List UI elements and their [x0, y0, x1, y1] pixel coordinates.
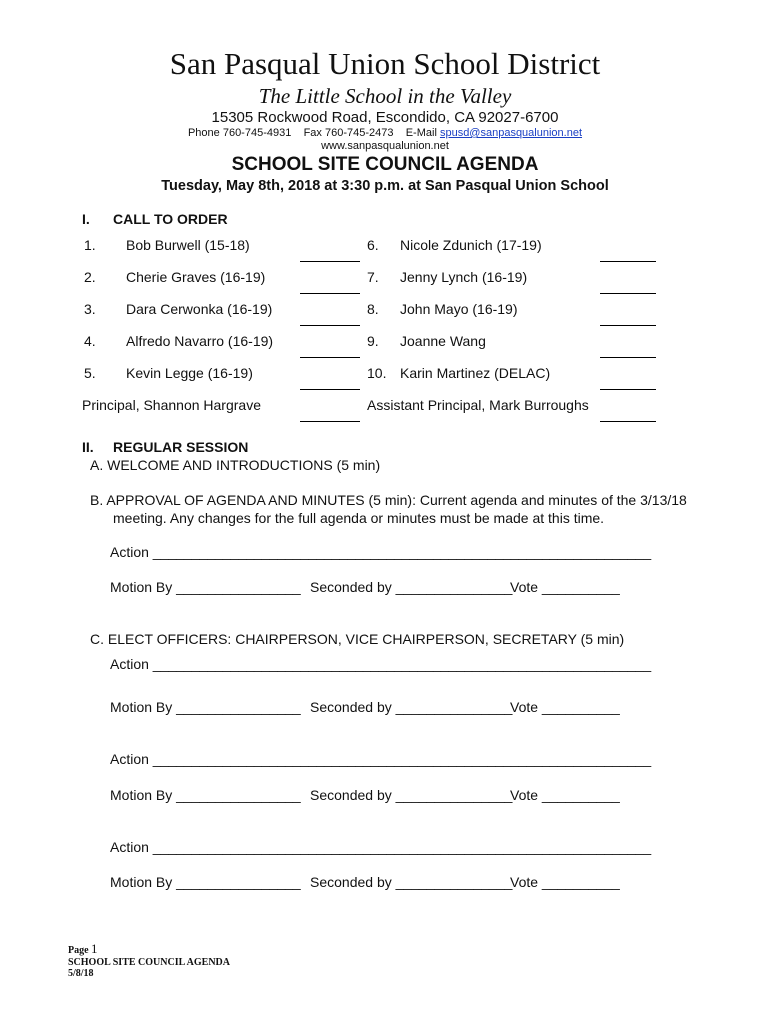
attendance-line[interactable]	[600, 293, 656, 294]
footer-doc-name: SCHOOL SITE COUNCIL AGENDA	[68, 957, 230, 968]
member-number: 5.	[84, 365, 96, 381]
vote-field[interactable]: Vote __________	[510, 874, 620, 890]
member-number: 4.	[84, 333, 96, 349]
motion-by-field[interactable]: Motion By ________________	[110, 699, 301, 715]
seconded-by-field[interactable]: Seconded by _______________	[310, 874, 513, 890]
attendance-line[interactable]	[600, 325, 656, 326]
seconded-by-field[interactable]: Seconded by _______________	[310, 787, 513, 803]
contact-line	[0, 127, 770, 139]
action-field[interactable]: Action ________________________________________________________________	[110, 544, 652, 560]
member-name: John Mayo (16-19)	[400, 301, 518, 317]
fax-number: Fax 760-745-2473	[303, 127, 394, 139]
page-indicator	[68, 941, 230, 957]
member-number: 3.	[84, 301, 96, 317]
member-name: Dara Cerwonka (16-19)	[126, 301, 273, 317]
member-name: Joanne Wang	[400, 333, 486, 349]
agenda-item-b: B. APPROVAL OF AGENDA AND MINUTES (5 min): Current agenda and minutes of the 3/13/18	[90, 492, 687, 508]
attendance-line[interactable]	[300, 421, 360, 422]
section2-heading: REGULAR SESSION	[113, 439, 249, 455]
action-field[interactable]: Action ________________________________________________________________	[110, 751, 652, 767]
agenda-item-b-cont: meeting. Any changes for the full agenda or minutes must be made at this time.	[113, 510, 605, 526]
attendance-line[interactable]	[300, 325, 360, 326]
district-name: San Pasqual Union School District	[169, 46, 601, 81]
attendance-line[interactable]	[300, 261, 360, 262]
phone-number: Phone 760-745-4931	[187, 127, 292, 139]
member-name: Karin Martinez (DELAC)	[400, 365, 551, 381]
member-number: 10.	[367, 365, 387, 381]
action-field[interactable]: Action ________________________________________________________________	[110, 656, 652, 672]
member-number: 8.	[367, 301, 379, 317]
member-name: Bob Burwell (15-18)	[126, 237, 250, 253]
assistant-principal-name: Assistant Principal, Mark Burroughs	[367, 397, 589, 413]
attendance-line[interactable]	[300, 357, 360, 358]
district-motto: The Little School in the Valley	[258, 84, 512, 108]
seconded-by-field[interactable]: Seconded by _______________	[310, 699, 513, 715]
website-link[interactable]: www.sanpasqualunion.net	[321, 140, 449, 152]
attendance-line[interactable]	[600, 389, 656, 390]
agenda-title: SCHOOL SITE COUNCIL AGENDA	[231, 154, 539, 175]
vote-field[interactable]: Vote __________	[510, 579, 620, 595]
member-number: 1.	[84, 237, 96, 253]
member-name: Nicole Zdunich (17-19)	[400, 237, 542, 253]
footer-date: 5/8/18	[68, 968, 94, 979]
page-label: Page	[68, 945, 89, 956]
motion-by-field[interactable]: Motion By ________________	[110, 579, 301, 595]
page-footer	[68, 941, 230, 979]
page-number: 1	[91, 941, 98, 956]
agenda-item-a: A. WELCOME AND INTRODUCTIONS (5 min)	[90, 457, 381, 473]
vote-field[interactable]: Vote __________	[510, 699, 620, 715]
principal-name: Principal, Shannon Hargrave	[82, 397, 261, 413]
meeting-info: Tuesday, May 8th, 2018 at 3:30 p.m. at San Pasqual Union School	[161, 178, 609, 194]
section2-numeral: II.	[82, 439, 94, 455]
attendance-line[interactable]	[300, 293, 360, 294]
section1-heading: CALL TO ORDER	[113, 211, 228, 227]
member-name: Alfredo Navarro (16-19)	[126, 333, 274, 349]
agenda-item-c: C. ELECT OFFICERS: CHAIRPERSON, VICE CHAIRPERSON, SECRETARY (5 min)	[90, 631, 625, 647]
vote-field[interactable]: Vote __________	[510, 787, 620, 803]
attendance-line[interactable]	[600, 357, 656, 358]
seconded-by-field[interactable]: Seconded by _______________	[310, 579, 513, 595]
member-name: Kevin Legge (16-19)	[126, 365, 253, 381]
member-number: 7.	[367, 269, 379, 285]
member-number: 6.	[367, 237, 379, 253]
attendance-line[interactable]	[300, 389, 360, 390]
attendance-line[interactable]	[600, 421, 656, 422]
member-name: Jenny Lynch (16-19)	[400, 269, 528, 285]
motion-by-field[interactable]: Motion By ________________	[110, 874, 301, 890]
motion-by-field[interactable]: Motion By ________________	[110, 787, 301, 803]
email-link[interactable]: spusd@sanpasqualunion.net	[439, 127, 583, 139]
member-number: 2.	[84, 269, 96, 285]
action-field[interactable]: Action ________________________________________________________________	[110, 839, 652, 855]
district-address: 15305 Rockwood Road, Escondido, CA 92027-6700	[211, 109, 559, 126]
member-name: Cherie Graves (16-19)	[126, 269, 266, 285]
section1-numeral: I.	[82, 211, 90, 227]
email-label: E-Mail	[405, 127, 437, 139]
member-number: 9.	[367, 333, 379, 349]
attendance-line[interactable]	[600, 261, 656, 262]
